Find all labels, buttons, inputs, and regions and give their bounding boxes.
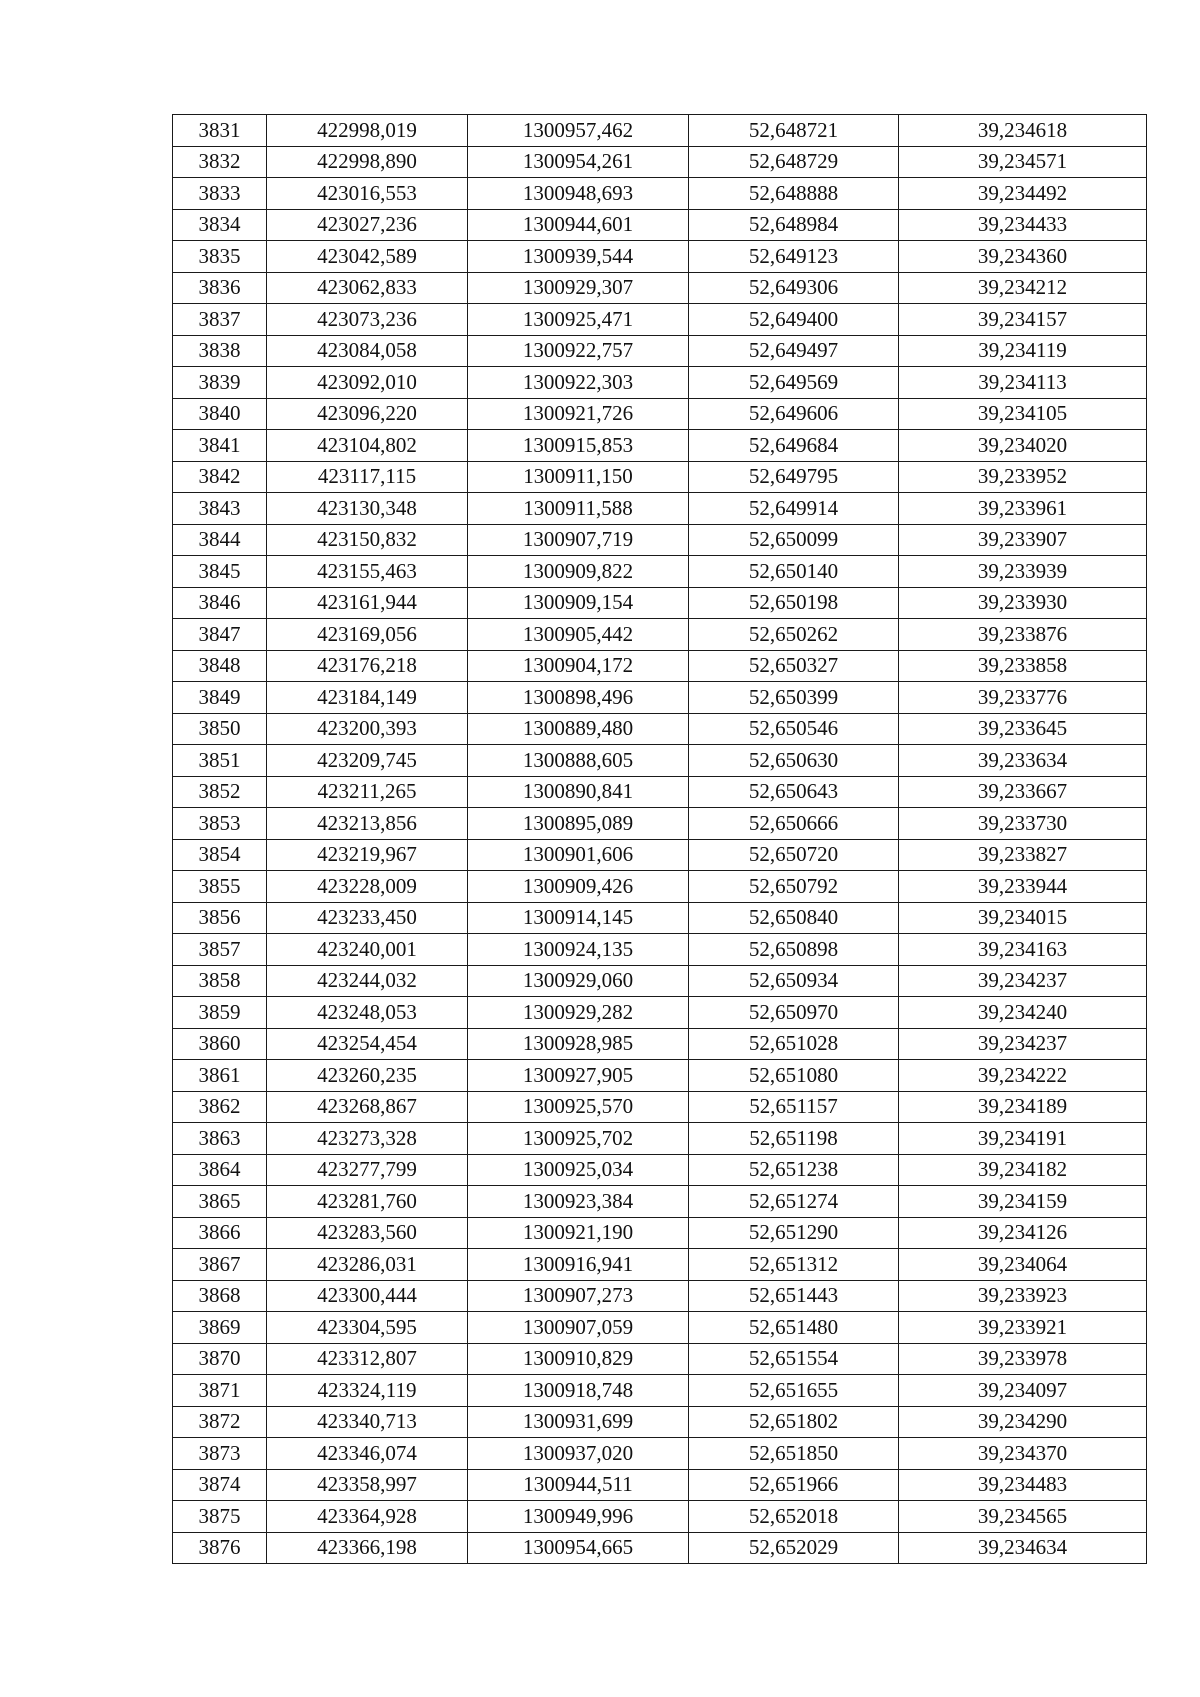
y-coordinate-cell: 1300923,384 [468, 1186, 689, 1218]
table-row [173, 1375, 1147, 1407]
table-row [173, 902, 1147, 934]
point-number-cell: 3870 [173, 1343, 267, 1375]
y-coordinate-cell: 1300916,941 [468, 1249, 689, 1281]
y-coordinate-cell: 1300898,496 [468, 682, 689, 714]
table-row [173, 1154, 1147, 1186]
latitude-cell: 52,651157 [689, 1091, 899, 1123]
latitude-cell: 52,649497 [689, 335, 899, 367]
coordinate-table-body [173, 115, 1147, 1564]
y-coordinate-cell: 1300922,757 [468, 335, 689, 367]
latitude-cell: 52,649606 [689, 398, 899, 430]
point-number-cell: 3869 [173, 1312, 267, 1344]
y-coordinate-cell: 1300909,822 [468, 556, 689, 588]
table-row [173, 745, 1147, 777]
longitude-cell: 39,234159 [899, 1186, 1147, 1218]
y-coordinate-cell: 1300918,748 [468, 1375, 689, 1407]
table-row [173, 1406, 1147, 1438]
point-number-cell: 3867 [173, 1249, 267, 1281]
latitude-cell: 52,651080 [689, 1060, 899, 1092]
table-row [173, 556, 1147, 588]
y-coordinate-cell: 1300924,135 [468, 934, 689, 966]
y-coordinate-cell: 1300889,480 [468, 713, 689, 745]
x-coordinate-cell: 423176,218 [267, 650, 468, 682]
y-coordinate-cell: 1300888,605 [468, 745, 689, 777]
table-row [173, 209, 1147, 241]
table-row [173, 1123, 1147, 1155]
y-coordinate-cell: 1300905,442 [468, 619, 689, 651]
x-coordinate-cell: 423366,198 [267, 1532, 468, 1564]
table-row [173, 115, 1147, 147]
point-number-cell: 3849 [173, 682, 267, 714]
x-coordinate-cell: 423016,553 [267, 178, 468, 210]
longitude-cell: 39,234157 [899, 304, 1147, 336]
latitude-cell: 52,649123 [689, 241, 899, 273]
x-coordinate-cell: 423364,928 [267, 1501, 468, 1533]
longitude-cell: 39,234119 [899, 335, 1147, 367]
x-coordinate-cell: 423244,032 [267, 965, 468, 997]
table-row [173, 335, 1147, 367]
latitude-cell: 52,650934 [689, 965, 899, 997]
table-row [173, 1060, 1147, 1092]
table-row [173, 934, 1147, 966]
x-coordinate-cell: 423358,997 [267, 1469, 468, 1501]
table-row [173, 524, 1147, 556]
latitude-cell: 52,651274 [689, 1186, 899, 1218]
y-coordinate-cell: 1300931,699 [468, 1406, 689, 1438]
longitude-cell: 39,233730 [899, 808, 1147, 840]
longitude-cell: 39,234189 [899, 1091, 1147, 1123]
latitude-cell: 52,651554 [689, 1343, 899, 1375]
x-coordinate-cell: 423346,074 [267, 1438, 468, 1470]
table-row [173, 1469, 1147, 1501]
table-row [173, 430, 1147, 462]
table-row [173, 682, 1147, 714]
y-coordinate-cell: 1300925,570 [468, 1091, 689, 1123]
latitude-cell: 52,649684 [689, 430, 899, 462]
y-coordinate-cell: 1300909,154 [468, 587, 689, 619]
x-coordinate-cell: 423104,802 [267, 430, 468, 462]
latitude-cell: 52,651443 [689, 1280, 899, 1312]
y-coordinate-cell: 1300907,273 [468, 1280, 689, 1312]
x-coordinate-cell: 423312,807 [267, 1343, 468, 1375]
table-row [173, 1343, 1147, 1375]
point-number-cell: 3853 [173, 808, 267, 840]
point-number-cell: 3844 [173, 524, 267, 556]
y-coordinate-cell: 1300922,303 [468, 367, 689, 399]
y-coordinate-cell: 1300904,172 [468, 650, 689, 682]
x-coordinate-cell: 423042,589 [267, 241, 468, 273]
point-number-cell: 3848 [173, 650, 267, 682]
point-number-cell: 3871 [173, 1375, 267, 1407]
point-number-cell: 3876 [173, 1532, 267, 1564]
point-number-cell: 3837 [173, 304, 267, 336]
table-row [173, 461, 1147, 493]
latitude-cell: 52,648888 [689, 178, 899, 210]
point-number-cell: 3857 [173, 934, 267, 966]
y-coordinate-cell: 1300921,190 [468, 1217, 689, 1249]
point-number-cell: 3872 [173, 1406, 267, 1438]
x-coordinate-cell: 423209,745 [267, 745, 468, 777]
latitude-cell: 52,649400 [689, 304, 899, 336]
table-row [173, 146, 1147, 178]
point-number-cell: 3832 [173, 146, 267, 178]
point-number-cell: 3875 [173, 1501, 267, 1533]
point-number-cell: 3846 [173, 587, 267, 619]
longitude-cell: 39,234237 [899, 965, 1147, 997]
y-coordinate-cell: 1300944,511 [468, 1469, 689, 1501]
table-row [173, 997, 1147, 1029]
y-coordinate-cell: 1300944,601 [468, 209, 689, 241]
y-coordinate-cell: 1300907,059 [468, 1312, 689, 1344]
latitude-cell: 52,648729 [689, 146, 899, 178]
latitude-cell: 52,650262 [689, 619, 899, 651]
table-row [173, 493, 1147, 525]
y-coordinate-cell: 1300929,282 [468, 997, 689, 1029]
latitude-cell: 52,651312 [689, 1249, 899, 1281]
x-coordinate-cell: 423240,001 [267, 934, 468, 966]
point-number-cell: 3858 [173, 965, 267, 997]
x-coordinate-cell: 423283,560 [267, 1217, 468, 1249]
longitude-cell: 39,234237 [899, 1028, 1147, 1060]
longitude-cell: 39,234105 [899, 398, 1147, 430]
y-coordinate-cell: 1300929,307 [468, 272, 689, 304]
x-coordinate-cell: 423260,235 [267, 1060, 468, 1092]
x-coordinate-cell: 423213,856 [267, 808, 468, 840]
latitude-cell: 52,651290 [689, 1217, 899, 1249]
point-number-cell: 3840 [173, 398, 267, 430]
y-coordinate-cell: 1300929,060 [468, 965, 689, 997]
table-row [173, 398, 1147, 430]
table-row [173, 241, 1147, 273]
table-row [173, 367, 1147, 399]
point-number-cell: 3873 [173, 1438, 267, 1470]
longitude-cell: 39,234182 [899, 1154, 1147, 1186]
latitude-cell: 52,651480 [689, 1312, 899, 1344]
longitude-cell: 39,234634 [899, 1532, 1147, 1564]
point-number-cell: 3874 [173, 1469, 267, 1501]
point-number-cell: 3856 [173, 902, 267, 934]
latitude-cell: 52,650630 [689, 745, 899, 777]
table-row [173, 1186, 1147, 1218]
longitude-cell: 39,234360 [899, 241, 1147, 273]
longitude-cell: 39,233978 [899, 1343, 1147, 1375]
table-row [173, 1280, 1147, 1312]
latitude-cell: 52,650720 [689, 839, 899, 871]
x-coordinate-cell: 423281,760 [267, 1186, 468, 1218]
longitude-cell: 39,234240 [899, 997, 1147, 1029]
y-coordinate-cell: 1300954,261 [468, 146, 689, 178]
table-row [173, 1438, 1147, 1470]
point-number-cell: 3843 [173, 493, 267, 525]
point-number-cell: 3855 [173, 871, 267, 903]
y-coordinate-cell: 1300915,853 [468, 430, 689, 462]
longitude-cell: 39,233827 [899, 839, 1147, 871]
table-row [173, 587, 1147, 619]
x-coordinate-cell: 423233,450 [267, 902, 468, 934]
x-coordinate-cell: 423228,009 [267, 871, 468, 903]
table-row [173, 1532, 1147, 1564]
point-number-cell: 3841 [173, 430, 267, 462]
longitude-cell: 39,233776 [899, 682, 1147, 714]
longitude-cell: 39,233921 [899, 1312, 1147, 1344]
x-coordinate-cell: 423027,236 [267, 209, 468, 241]
latitude-cell: 52,650140 [689, 556, 899, 588]
coordinate-table [172, 114, 1147, 1564]
table-row [173, 1217, 1147, 1249]
latitude-cell: 52,650643 [689, 776, 899, 808]
point-number-cell: 3845 [173, 556, 267, 588]
table-row [173, 808, 1147, 840]
point-number-cell: 3864 [173, 1154, 267, 1186]
point-number-cell: 3863 [173, 1123, 267, 1155]
table-row [173, 965, 1147, 997]
latitude-cell: 52,651655 [689, 1375, 899, 1407]
point-number-cell: 3859 [173, 997, 267, 1029]
longitude-cell: 39,234290 [899, 1406, 1147, 1438]
x-coordinate-cell: 423155,463 [267, 556, 468, 588]
latitude-cell: 52,652018 [689, 1501, 899, 1533]
point-number-cell: 3835 [173, 241, 267, 273]
longitude-cell: 39,233645 [899, 713, 1147, 745]
latitude-cell: 52,651966 [689, 1469, 899, 1501]
point-number-cell: 3866 [173, 1217, 267, 1249]
latitude-cell: 52,650840 [689, 902, 899, 934]
x-coordinate-cell: 423277,799 [267, 1154, 468, 1186]
point-number-cell: 3861 [173, 1060, 267, 1092]
longitude-cell: 39,234483 [899, 1469, 1147, 1501]
x-coordinate-cell: 423150,832 [267, 524, 468, 556]
longitude-cell: 39,233939 [899, 556, 1147, 588]
longitude-cell: 39,233876 [899, 619, 1147, 651]
point-number-cell: 3836 [173, 272, 267, 304]
latitude-cell: 52,649306 [689, 272, 899, 304]
longitude-cell: 39,234571 [899, 146, 1147, 178]
longitude-cell: 39,234370 [899, 1438, 1147, 1470]
longitude-cell: 39,234212 [899, 272, 1147, 304]
x-coordinate-cell: 422998,019 [267, 115, 468, 147]
table-row [173, 776, 1147, 808]
table-row [173, 1091, 1147, 1123]
table-row [173, 619, 1147, 651]
longitude-cell: 39,233944 [899, 871, 1147, 903]
longitude-cell: 39,234618 [899, 115, 1147, 147]
table-row [173, 304, 1147, 336]
x-coordinate-cell: 423340,713 [267, 1406, 468, 1438]
x-coordinate-cell: 423062,833 [267, 272, 468, 304]
table-row [173, 1249, 1147, 1281]
latitude-cell: 52,650099 [689, 524, 899, 556]
y-coordinate-cell: 1300911,588 [468, 493, 689, 525]
point-number-cell: 3838 [173, 335, 267, 367]
x-coordinate-cell: 423211,265 [267, 776, 468, 808]
table-row [173, 1312, 1147, 1344]
y-coordinate-cell: 1300909,426 [468, 871, 689, 903]
table-row [173, 871, 1147, 903]
longitude-cell: 39,234064 [899, 1249, 1147, 1281]
longitude-cell: 39,233907 [899, 524, 1147, 556]
latitude-cell: 52,648984 [689, 209, 899, 241]
latitude-cell: 52,652029 [689, 1532, 899, 1564]
longitude-cell: 39,234020 [899, 430, 1147, 462]
latitude-cell: 52,651802 [689, 1406, 899, 1438]
latitude-cell: 52,649569 [689, 367, 899, 399]
longitude-cell: 39,234222 [899, 1060, 1147, 1092]
y-coordinate-cell: 1300925,034 [468, 1154, 689, 1186]
x-coordinate-cell: 423219,967 [267, 839, 468, 871]
y-coordinate-cell: 1300948,693 [468, 178, 689, 210]
latitude-cell: 52,651198 [689, 1123, 899, 1155]
y-coordinate-cell: 1300921,726 [468, 398, 689, 430]
latitude-cell: 52,650898 [689, 934, 899, 966]
point-number-cell: 3851 [173, 745, 267, 777]
x-coordinate-cell: 423084,058 [267, 335, 468, 367]
x-coordinate-cell: 423304,595 [267, 1312, 468, 1344]
latitude-cell: 52,650970 [689, 997, 899, 1029]
x-coordinate-cell: 423300,444 [267, 1280, 468, 1312]
y-coordinate-cell: 1300957,462 [468, 115, 689, 147]
longitude-cell: 39,233667 [899, 776, 1147, 808]
y-coordinate-cell: 1300928,985 [468, 1028, 689, 1060]
x-coordinate-cell: 423200,393 [267, 713, 468, 745]
y-coordinate-cell: 1300954,665 [468, 1532, 689, 1564]
x-coordinate-cell: 423254,454 [267, 1028, 468, 1060]
x-coordinate-cell: 423169,056 [267, 619, 468, 651]
latitude-cell: 52,650399 [689, 682, 899, 714]
x-coordinate-cell: 422998,890 [267, 146, 468, 178]
x-coordinate-cell: 423268,867 [267, 1091, 468, 1123]
x-coordinate-cell: 423130,348 [267, 493, 468, 525]
x-coordinate-cell: 423161,944 [267, 587, 468, 619]
longitude-cell: 39,234126 [899, 1217, 1147, 1249]
point-number-cell: 3847 [173, 619, 267, 651]
longitude-cell: 39,234433 [899, 209, 1147, 241]
x-coordinate-cell: 423096,220 [267, 398, 468, 430]
y-coordinate-cell: 1300895,089 [468, 808, 689, 840]
y-coordinate-cell: 1300925,471 [468, 304, 689, 336]
longitude-cell: 39,234113 [899, 367, 1147, 399]
point-number-cell: 3852 [173, 776, 267, 808]
point-number-cell: 3839 [173, 367, 267, 399]
y-coordinate-cell: 1300901,606 [468, 839, 689, 871]
point-number-cell: 3831 [173, 115, 267, 147]
table-row [173, 650, 1147, 682]
latitude-cell: 52,650327 [689, 650, 899, 682]
longitude-cell: 39,234163 [899, 934, 1147, 966]
longitude-cell: 39,234015 [899, 902, 1147, 934]
y-coordinate-cell: 1300939,544 [468, 241, 689, 273]
point-number-cell: 3833 [173, 178, 267, 210]
point-number-cell: 3868 [173, 1280, 267, 1312]
x-coordinate-cell: 423273,328 [267, 1123, 468, 1155]
latitude-cell: 52,650792 [689, 871, 899, 903]
table-row [173, 1028, 1147, 1060]
table-row [173, 178, 1147, 210]
point-number-cell: 3850 [173, 713, 267, 745]
x-coordinate-cell: 423117,115 [267, 461, 468, 493]
table-row [173, 1501, 1147, 1533]
table-row [173, 839, 1147, 871]
latitude-cell: 52,651238 [689, 1154, 899, 1186]
latitude-cell: 52,650666 [689, 808, 899, 840]
longitude-cell: 39,233634 [899, 745, 1147, 777]
y-coordinate-cell: 1300925,702 [468, 1123, 689, 1155]
latitude-cell: 52,650546 [689, 713, 899, 745]
longitude-cell: 39,233858 [899, 650, 1147, 682]
longitude-cell: 39,234191 [899, 1123, 1147, 1155]
longitude-cell: 39,234492 [899, 178, 1147, 210]
table-row [173, 272, 1147, 304]
latitude-cell: 52,651028 [689, 1028, 899, 1060]
latitude-cell: 52,651850 [689, 1438, 899, 1470]
longitude-cell: 39,233952 [899, 461, 1147, 493]
longitude-cell: 39,233930 [899, 587, 1147, 619]
x-coordinate-cell: 423248,053 [267, 997, 468, 1029]
point-number-cell: 3854 [173, 839, 267, 871]
point-number-cell: 3834 [173, 209, 267, 241]
longitude-cell: 39,233923 [899, 1280, 1147, 1312]
longitude-cell: 39,233961 [899, 493, 1147, 525]
y-coordinate-cell: 1300914,145 [468, 902, 689, 934]
y-coordinate-cell: 1300937,020 [468, 1438, 689, 1470]
x-coordinate-cell: 423184,149 [267, 682, 468, 714]
point-number-cell: 3860 [173, 1028, 267, 1060]
y-coordinate-cell: 1300907,719 [468, 524, 689, 556]
latitude-cell: 52,650198 [689, 587, 899, 619]
longitude-cell: 39,234565 [899, 1501, 1147, 1533]
x-coordinate-cell: 423073,236 [267, 304, 468, 336]
x-coordinate-cell: 423092,010 [267, 367, 468, 399]
point-number-cell: 3842 [173, 461, 267, 493]
longitude-cell: 39,234097 [899, 1375, 1147, 1407]
y-coordinate-cell: 1300949,996 [468, 1501, 689, 1533]
x-coordinate-cell: 423324,119 [267, 1375, 468, 1407]
y-coordinate-cell: 1300910,829 [468, 1343, 689, 1375]
latitude-cell: 52,649795 [689, 461, 899, 493]
point-number-cell: 3862 [173, 1091, 267, 1123]
latitude-cell: 52,649914 [689, 493, 899, 525]
x-coordinate-cell: 423286,031 [267, 1249, 468, 1281]
table-row [173, 713, 1147, 745]
y-coordinate-cell: 1300911,150 [468, 461, 689, 493]
point-number-cell: 3865 [173, 1186, 267, 1218]
y-coordinate-cell: 1300890,841 [468, 776, 689, 808]
y-coordinate-cell: 1300927,905 [468, 1060, 689, 1092]
latitude-cell: 52,648721 [689, 115, 899, 147]
